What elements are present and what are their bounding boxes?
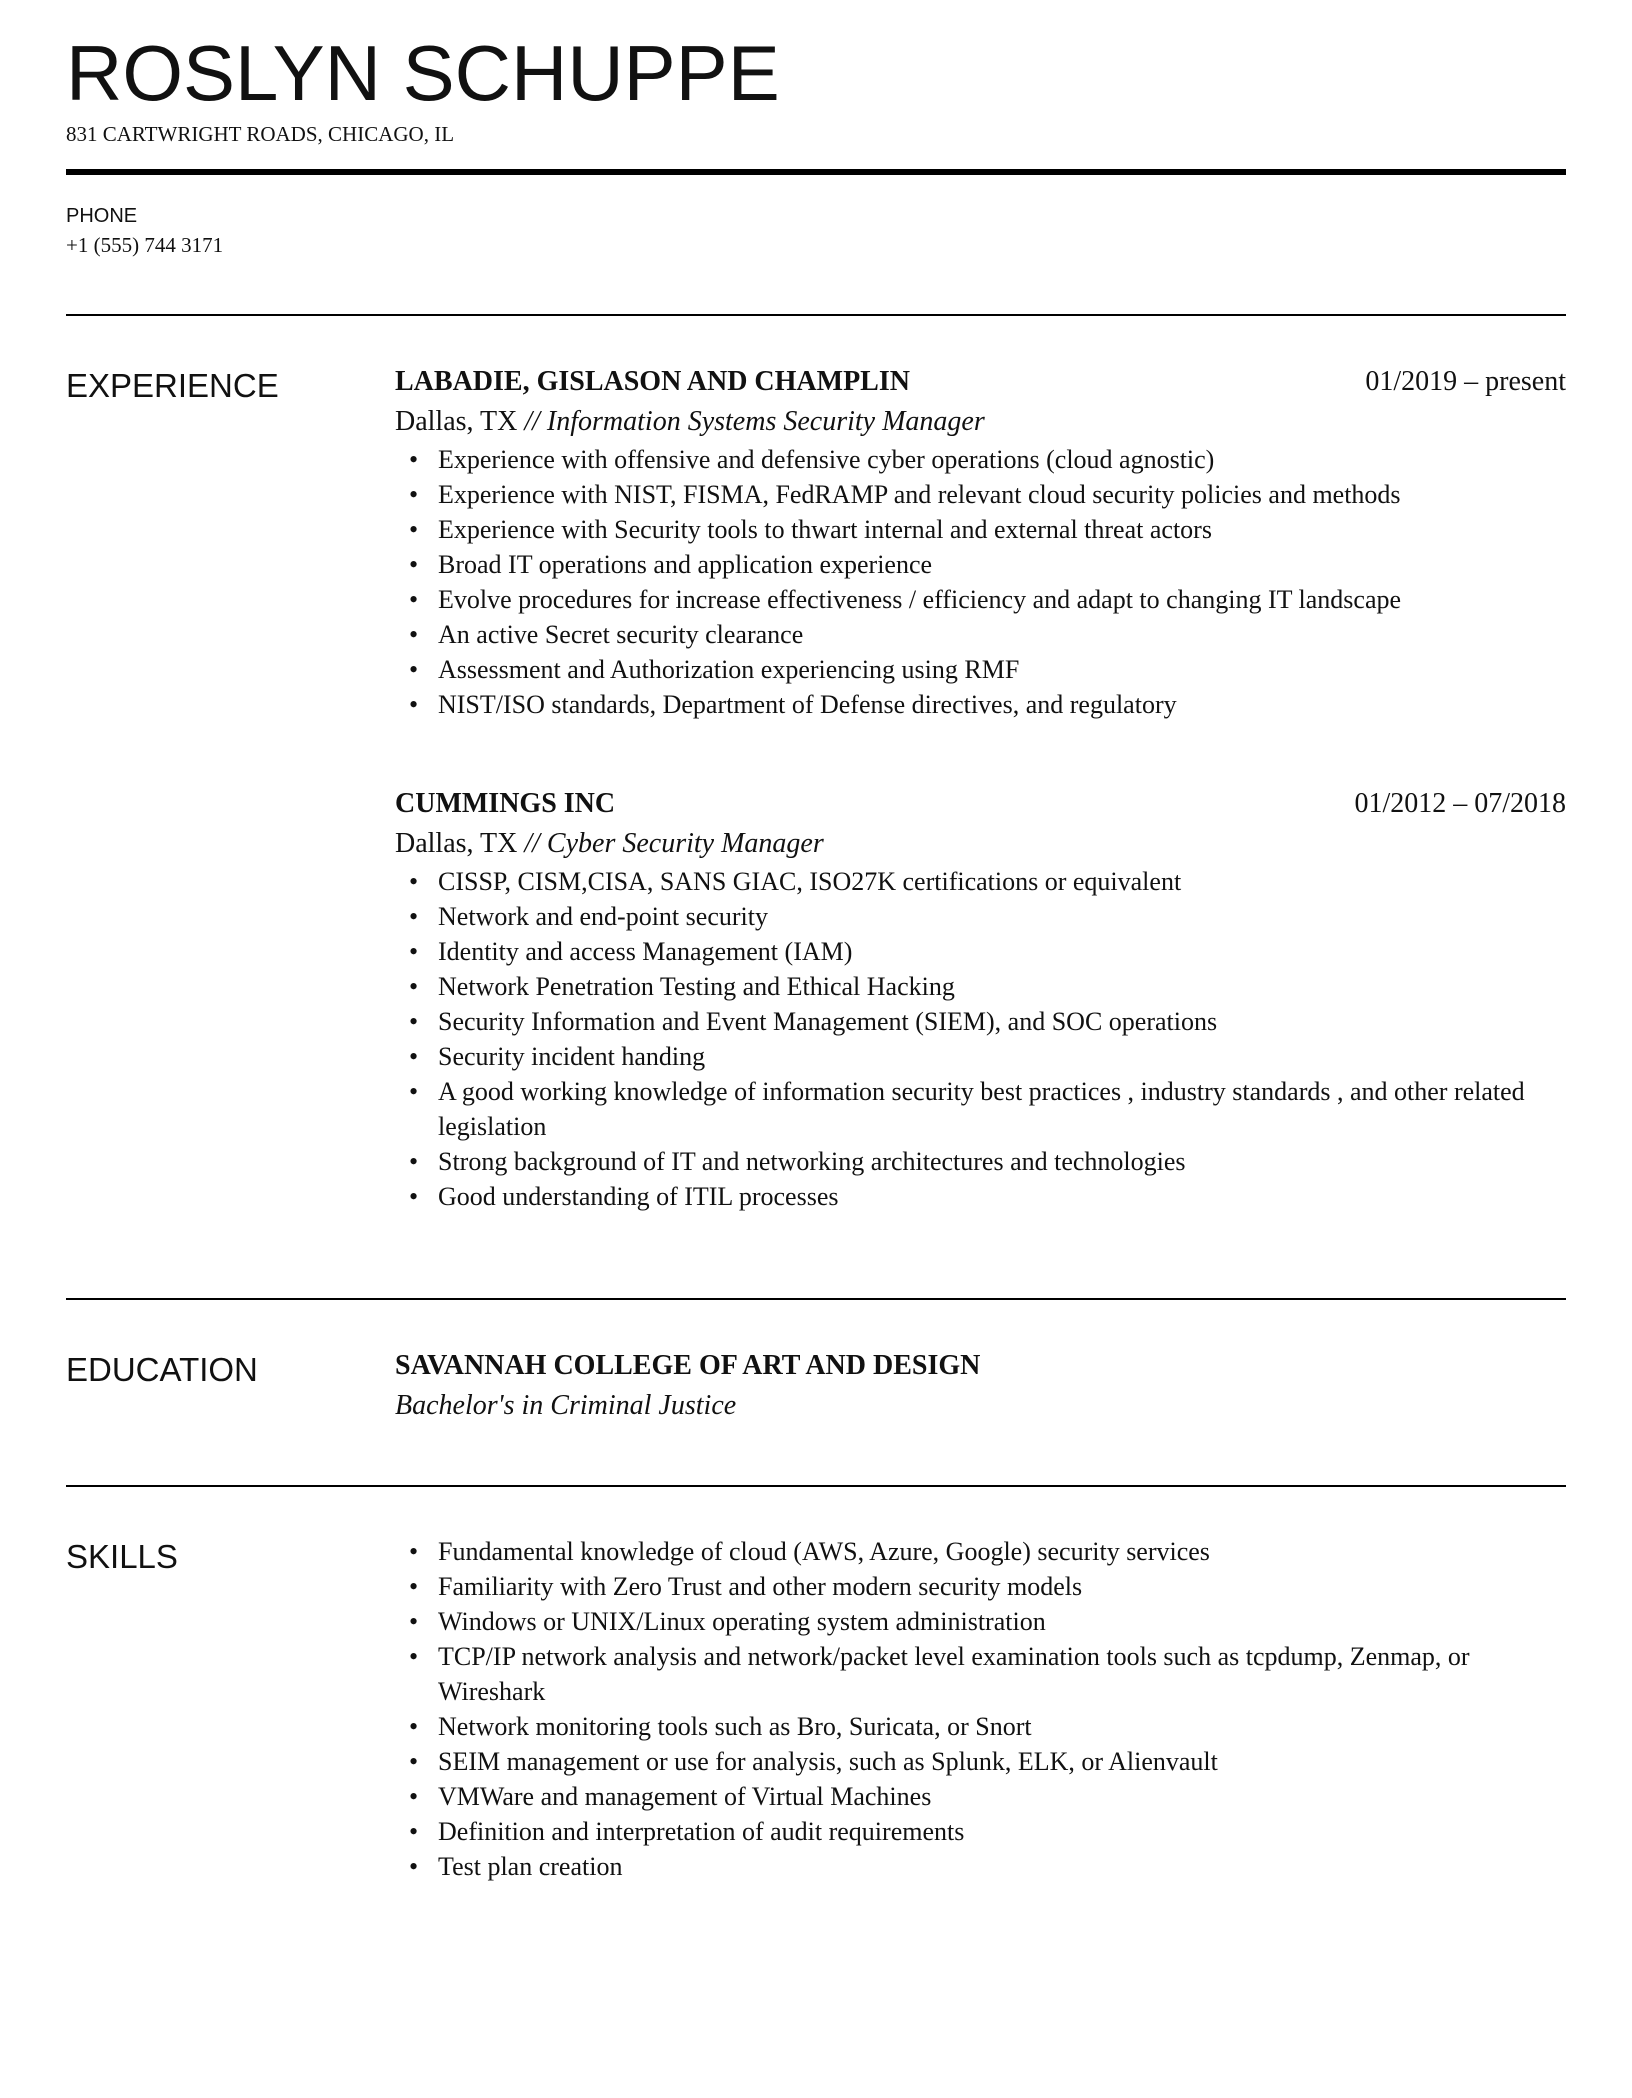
job-subline	[395, 824, 1566, 864]
list-item: • Good understanding of ITIL processes	[395, 1179, 1566, 1214]
candidate-name: ROSLYN SCHUPPE	[66, 29, 780, 117]
section-divider-education	[66, 1298, 1566, 1300]
section-divider-experience	[66, 314, 1566, 316]
list-item: • Network monitoring tools such as Bro, Suricata, or Snort	[395, 1709, 1566, 1744]
list-item: • Identity and access Management (IAM)	[395, 934, 1566, 969]
job-subline	[395, 402, 1566, 442]
job-dates: 01/2012 – 07/2018	[1354, 788, 1566, 819]
job-entry	[395, 362, 1566, 722]
company-name: LABADIE, GISLASON AND CHAMPLIN	[395, 366, 910, 397]
address: 831 CARTWRIGHT ROADS, CHICAGO, IL	[66, 122, 455, 146]
list-item: • Network and end-point security	[395, 899, 1566, 934]
job-title: Information Systems Security Manager	[546, 406, 985, 437]
job-dates: 01/2019 – present	[1365, 366, 1566, 397]
skills-heading: SKILLS	[66, 1538, 178, 1575]
skills-section	[395, 1534, 1566, 1884]
job-location: Dallas, TX	[395, 828, 518, 859]
list-item: • A good working knowledge of information security best practices , industry standards , and other related legislation	[395, 1074, 1566, 1144]
list-item: • Assessment and Authorization experiencing using RMF	[395, 652, 1566, 687]
list-item: • TCP/IP network analysis and network/packet level examination tools such as tcpdump, Zenmap, or Wireshark	[395, 1639, 1566, 1709]
job-separator: //	[524, 828, 540, 859]
section-divider-skills	[66, 1485, 1566, 1487]
list-item: • Fundamental knowledge of cloud (AWS, Azure, Google) security services	[395, 1534, 1566, 1569]
job-title: Cyber Security Manager	[546, 828, 824, 859]
job-bullets	[395, 442, 1566, 722]
degree: Bachelor's in Criminal Justice	[395, 1390, 737, 1421]
list-item: • Experience with NIST, FISMA, FedRAMP and relevant cloud security policies and methods	[395, 477, 1566, 512]
list-item: • VMWare and management of Virtual Machines	[395, 1779, 1566, 1814]
list-item: • Familiarity with Zero Trust and other modern security models	[395, 1569, 1566, 1604]
job-header	[395, 362, 1566, 402]
list-item: • Network Penetration Testing and Ethical Hacking	[395, 969, 1566, 1004]
list-item: • NIST/ISO standards, Department of Defense directives, and regulatory	[395, 687, 1566, 722]
experience-section	[395, 362, 1566, 1276]
list-item: • Test plan creation	[395, 1849, 1566, 1884]
list-item: • An active Secret security clearance	[395, 617, 1566, 652]
list-item: • Strong background of IT and networking architectures and technologies	[395, 1144, 1566, 1179]
list-item: • Security incident handing	[395, 1039, 1566, 1074]
list-item: • Security Information and Event Management (SIEM), and SOC operations	[395, 1004, 1566, 1039]
list-item: • Evolve procedures for increase effectiveness / efficiency and adapt to changing IT landscape	[395, 582, 1566, 617]
experience-heading: EXPERIENCE	[66, 367, 279, 404]
list-item: • Broad IT operations and application experience	[395, 547, 1566, 582]
phone-label: PHONE	[66, 205, 138, 227]
school-name: SAVANNAH COLLEGE OF ART AND DESIGN	[395, 1350, 981, 1381]
job-location: Dallas, TX	[395, 406, 518, 437]
list-item: • Definition and interpretation of audit requirements	[395, 1814, 1566, 1849]
job-header	[395, 784, 1566, 824]
resume-page	[66, 0, 1566, 2098]
list-item: • Experience with offensive and defensive cyber operations (cloud agnostic)	[395, 442, 1566, 477]
job-separator: //	[524, 406, 540, 437]
header-divider	[66, 169, 1566, 175]
job-entry	[395, 784, 1566, 1214]
phone-number: +1 (555) 744 3171	[66, 233, 224, 257]
skills-list	[395, 1534, 1566, 1884]
list-item: • CISSP, CISM,CISA, SANS GIAC, ISO27K certifications or equivalent	[395, 864, 1566, 899]
job-bullets	[395, 864, 1566, 1214]
company-name: CUMMINGS INC	[395, 788, 616, 819]
education-section	[395, 1346, 1566, 1426]
list-item: • Experience with Security tools to thwart internal and external threat actors	[395, 512, 1566, 547]
list-item: • Windows or UNIX/Linux operating system administration	[395, 1604, 1566, 1639]
list-item: • SEIM management or use for analysis, such as Splunk, ELK, or Alienvault	[395, 1744, 1566, 1779]
education-heading: EDUCATION	[66, 1351, 258, 1388]
